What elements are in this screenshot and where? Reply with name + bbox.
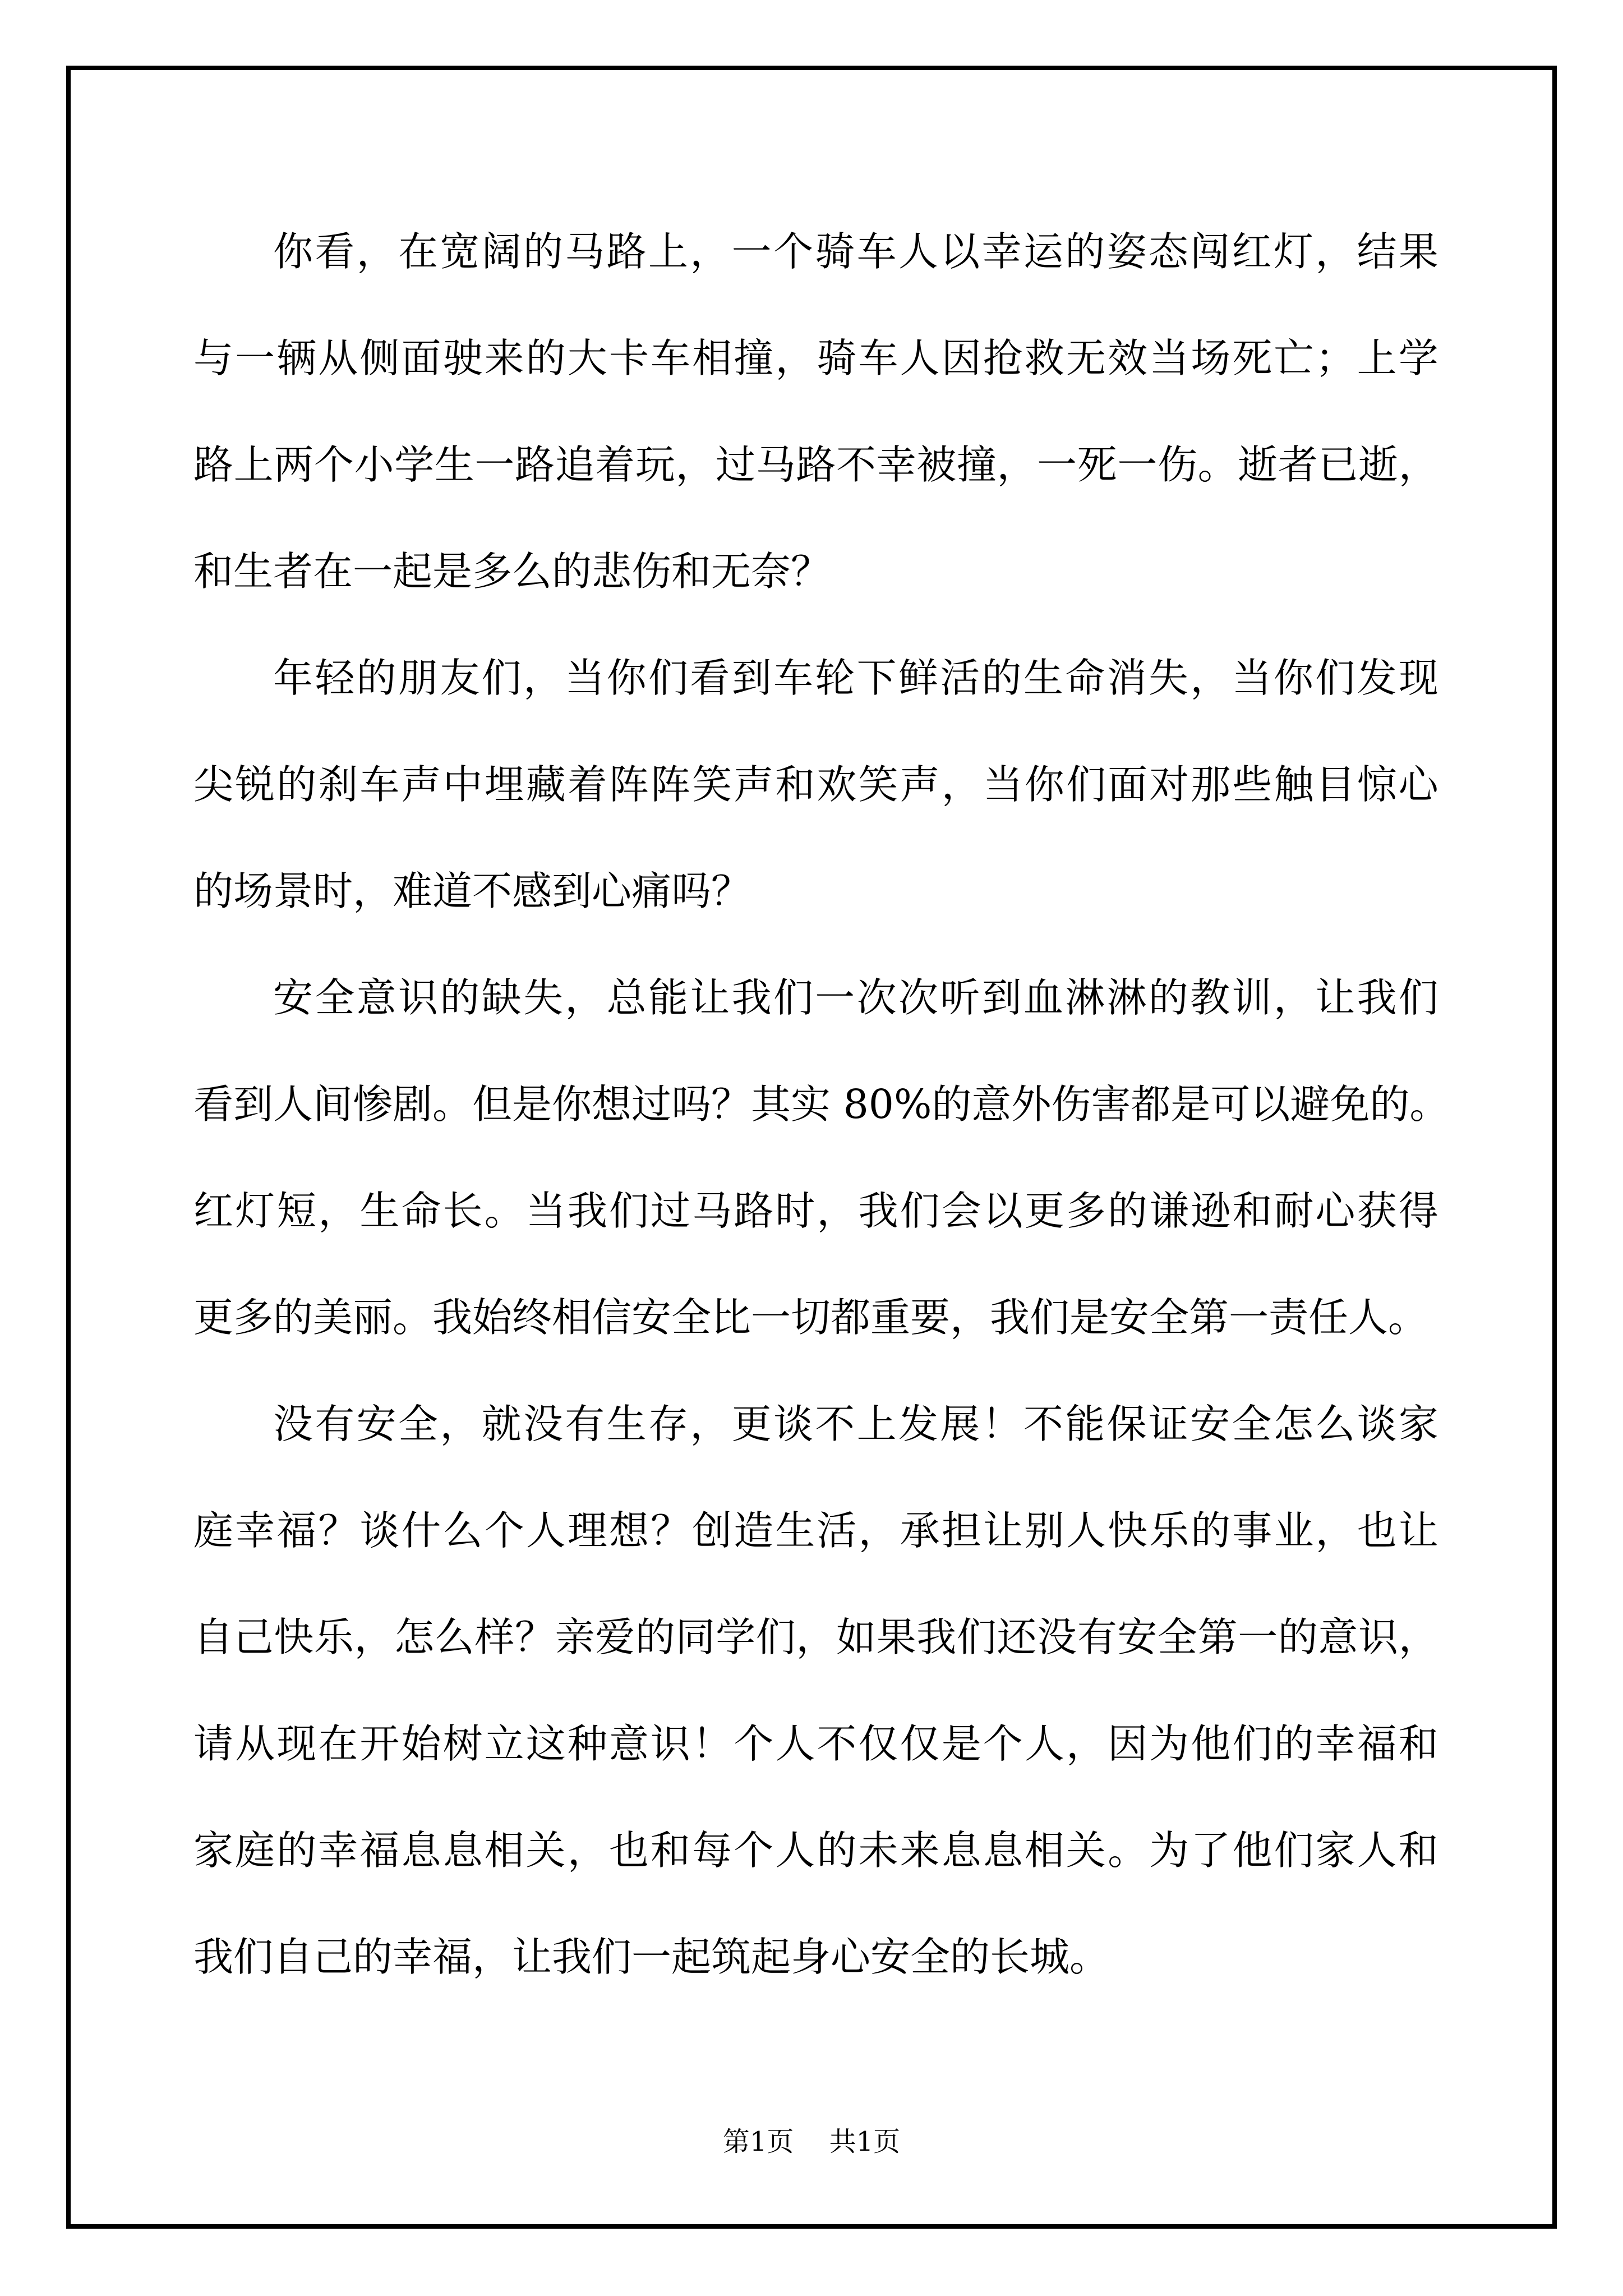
text-line: 路 上 两 个 小 学 生 一 路 追 着 玩 ， 过 马 路 不 幸 被 撞 ， 一 死 一 伤 。 逝 者 已 逝 ， bbox=[193, 441, 1438, 488]
text-line: 请 从 现 在 开 始 树 立 这 种 意 识 ！ 个 人 不 仅 仅 是 个 人 ， 因 为 他 们 的 幸 福 和 bbox=[193, 1720, 1438, 1767]
text-line: 自 己 快 乐 ， 怎 么 样 ？ 亲 爱 的 同 学 们 ， 如 果 我 们 还 没 有 安 全 第 一 的 意 识 ， bbox=[193, 1613, 1438, 1660]
text-line: 我 们 自 己 的 幸 福 ， 让 我 们 一 起 筑 起 身 心 安 全 的 长 城 。 bbox=[193, 1933, 1110, 1980]
text-line: 安 全 意 识 的 缺 失 ， 总 能 让 我 们 一 次 次 听 到 血 淋 淋 的 教 训 ， 让 我 们 bbox=[273, 974, 1438, 1021]
document-body bbox=[193, 198, 1450, 2010]
page-footer bbox=[0, 2126, 1623, 2157]
text-line: 庭 幸 福 ？ 谈 什 么 个 人 理 想 ？ 创 造 生 活 ， 承 担 让 别 人 快 乐 的 事 业 ， 也 让 bbox=[193, 1507, 1438, 1554]
text-line: 家 庭 的 幸 福 息 息 相 关 ， 也 和 每 个 人 的 未 来 息 息 相 关 。 为 了 他 们 家 人 和 bbox=[193, 1826, 1438, 1874]
text-line: 看 到 人 间 惨 剧 。 但 是 你 想 过 吗 ？ 其 实 8 0 % 的 意 外 伤 害 都 是 可 以 避 免 的 。 bbox=[193, 1080, 1450, 1128]
footer-page-number: 第1页 bbox=[722, 2126, 794, 2157]
text-line: 没 有 安 全 ， 就 没 有 生 存 ， 更 谈 不 上 发 展 ！ 不 能 保 证 安 全 怎 么 谈 家 bbox=[273, 1400, 1438, 1447]
text-line: 与 一 辆 从 侧 面 驶 来 的 大 卡 车 相 撞 ， 骑 车 人 因 抢 救 无 效 当 场 死 亡 ； 上 学 bbox=[193, 334, 1438, 381]
text-line: 红 灯 短 ， 生 命 长 。 当 我 们 过 马 路 时 ， 我 们 会 以 更 多 的 谦 逊 和 耐 心 获 得 bbox=[193, 1187, 1438, 1234]
text-line: 和 生 者 在 一 起 是 多 么 的 悲 伤 和 无 奈 ？ bbox=[193, 547, 831, 595]
text-line: 你 看 ， 在 宽 阔 的 马 路 上 ， 一 个 骑 车 人 以 幸 运 的 姿 态 闯 红 灯 ， 结 果 bbox=[273, 228, 1438, 275]
text-line: 的 场 景 时 ， 难 道 不 感 到 心 痛 吗 ？ bbox=[193, 867, 751, 914]
text-line: 更 多 的 美 丽 。 我 始 终 相 信 安 全 比 一 切 都 重 要 ， 我 们 是 安 全 第 一 责 任 人 。 bbox=[193, 1294, 1428, 1341]
footer-total-pages: 共1页 bbox=[829, 2126, 901, 2157]
text-line: 尖 锐 的 刹 车 声 中 埋 藏 着 阵 阵 笑 声 和 欢 笑 声 ， 当 你 们 面 对 那 些 触 目 惊 心 bbox=[193, 761, 1438, 808]
text-line: 年 轻 的 朋 友 们 ， 当 你 们 看 到 车 轮 下 鲜 活 的 生 命 消 失 ， 当 你 们 发 现 bbox=[273, 654, 1438, 701]
